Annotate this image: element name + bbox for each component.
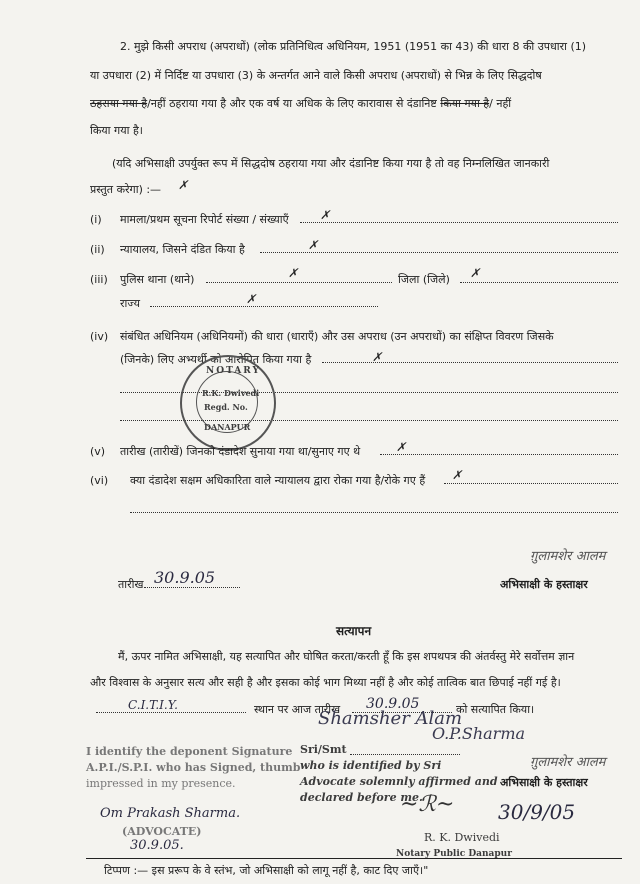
footer-rule — [86, 858, 622, 859]
item-iv-label2: (जिनके) लिए अभ्यर्थी को आरोपित किया गया है — [120, 353, 312, 366]
verify-date-handwritten: 30.9.05 — [366, 696, 420, 712]
item-iv-label: संबंधित अधिनियम (अधिनियमों) की धारा (धाराएँ) और उस अपराध (उन अपराधों) का संक्षिप्त विवरण जिसके — [120, 330, 554, 343]
item-iv-num: (iv) — [90, 330, 109, 343]
item-ii-field — [260, 252, 618, 253]
advocate-stamp: (ADVOCATE) — [122, 825, 202, 838]
verification-heading: सत्यापन — [336, 624, 372, 638]
cross-mark: ✗ — [452, 468, 463, 482]
item-iii-district-label: जिला (जिले) — [398, 273, 450, 286]
verification-line2: और विश्वास के अनुसार सत्य और सही है और इसका कोई भाग मिथ्या नहीं है और कोई तात्विक बात छिपाई नहीं गई है। — [90, 676, 561, 689]
cross-mark: ✗ — [320, 208, 331, 222]
verification-line1: मैं, ऊपर नामित अभिसाक्षी, यह सत्यापित और घोषित करता/करती हूँ कि इस शपथपत्र की अंतर्वस्तु मेरे सर्वोत्तम ज्ञान — [118, 650, 575, 663]
item-v-num: (v) — [90, 445, 106, 458]
item-iv-field — [322, 362, 618, 363]
cross-mark: ✗ — [288, 266, 299, 280]
item-iii-state-field — [150, 306, 378, 307]
item-vi-field-2 — [130, 512, 618, 513]
identify-line-3: impressed in my presence. — [86, 777, 236, 790]
notary-signature: ~ℛ~ — [400, 792, 455, 817]
item-iii-state-label: राज्य — [120, 297, 141, 310]
item-ii-num: (ii) — [90, 243, 105, 256]
verified-label: को सत्यापित किया। — [456, 703, 535, 716]
stamp-srismt: Sri/Smt — [300, 743, 347, 756]
srismt-field — [350, 754, 460, 755]
identify-line-2: A.P.I./S.P.I. who has Signed, thumb — [86, 761, 301, 774]
date-label: तारीख — [118, 578, 144, 591]
cross-mark: ✗ — [246, 292, 257, 306]
seal-top-text: NOTARY — [206, 366, 261, 376]
item-v-field — [380, 454, 618, 455]
verification-sign-label: अभिसाक्षी के हस्ताक्षर — [500, 776, 588, 789]
item-ii-label: न्यायालय, जिसने दंडित किया है — [120, 243, 245, 256]
item-vi-field — [444, 483, 618, 484]
intro-line2: प्रस्तुत करेगा) :— — [90, 183, 162, 196]
notary-place: Notary Public Danapur — [396, 849, 512, 859]
stamp-advocate-line: Advocate solemnly affirmed and — [300, 775, 498, 788]
not-convicted: /नहीं ठहराया गया है और एक वर्ष या अधिक के लिए कारावास से दंडानिष्ट — [147, 97, 437, 110]
deponent-signature: ग़ुलामशेर आलम — [530, 549, 606, 564]
stamp-identified-by: who is identified by Sri — [300, 759, 442, 772]
identify-line-1: I identify the deponent Signature — [86, 745, 293, 758]
item-v-label: तारीख (तारीखें) जिनको दंडादेश सुनाया गया था/सुनाए गए थे — [120, 445, 361, 458]
para2-line2: या उपधारा (2) में निर्दिष्ट या उपधारा (3) के अन्तर्गत आने वाले किसी अपराध (अपराधों) से भिन्न के लिए सिद्धदोष — [90, 69, 542, 82]
item-iii-label: पुलिस थाना (थाने) — [120, 273, 195, 286]
item-i-field — [300, 222, 618, 223]
item-iii-num: (iii) — [90, 273, 108, 286]
place-label: स्थान पर आज तारीख — [254, 703, 341, 716]
item-iii-field — [206, 282, 392, 283]
item-iii-district-field — [460, 282, 618, 283]
overlay-signature-2: O.P.Sharma — [432, 724, 526, 743]
cross-mark: ✗ — [396, 440, 407, 454]
place-handwritten: C.I.T.I.Y. — [128, 698, 178, 712]
para2-line1: 2. मुझे किसी अपराध (अपराधों) (लोक प्रतिनिधित्व अधिनियम, 1951 (1951 का 43) की धारा 8 की उपधारा (1) — [120, 40, 587, 53]
para2-line3 — [90, 97, 511, 111]
intro-line1: (यदि अभिसाक्षी उपर्युक्त रूप में सिद्धदोष ठहराया गया और दंडानिष्ट किया गया है तो वह निम्नलिखित जानकारी — [112, 157, 550, 170]
overlay-signature-1: Shamsher Alam — [318, 708, 463, 729]
para2-line4: किया गया है। — [90, 124, 143, 137]
identifier-handwritten: Om Prakash Sharma. — [100, 806, 241, 821]
date-handwritten: 30.9.05 — [154, 568, 216, 587]
place-field — [96, 712, 246, 713]
cross-mark: ✗ — [470, 266, 481, 280]
struck-sentenced: किया गया है — [440, 97, 490, 110]
item-vi-num: (vi) — [90, 474, 109, 487]
item-i-label: मामला/प्रथम सूचना रिपोर्ट संख्या / संख्याएँ — [120, 213, 289, 226]
seal-place: DANAPUR — [204, 422, 251, 432]
deponent-sign-label: अभिसाक्षी के हस्ताक्षर — [500, 578, 588, 591]
cross-mark: ✗ — [308, 238, 319, 252]
verification-signature: ग़ुलामशेर आलम — [530, 755, 606, 770]
date-field — [144, 587, 240, 588]
notary-handwritten-date: 30/9/05 — [498, 800, 576, 824]
seal-reg: Regd. No. — [204, 402, 248, 412]
notary-seal — [180, 355, 276, 451]
cross-mark: ✗ — [372, 350, 383, 364]
cross-mark: ✗ — [178, 178, 189, 192]
footer-note: टिप्पण :— इस प्ररूप के वे स्तंभ, जो अभिसाक्षी को लागू नहीं है, काट दिए जाएँ।" — [104, 864, 429, 877]
identifier-date: 30.9.05. — [130, 838, 184, 853]
struck-convicted: ठहराया गया है — [90, 97, 148, 110]
not-sentenced: / नहीं — [489, 97, 512, 110]
notary-name: R. K. Dwivedi — [424, 831, 500, 844]
item-vi-label: क्या दंडादेश सक्षम अधिकारिता वाले न्यायालय द्वारा रोका गया है/रोके गए हैं — [130, 474, 426, 487]
seal-name: R.K. Dwivedi — [202, 388, 260, 398]
item-i-num: (i) — [90, 213, 102, 226]
stamp-declared: declared before me. — [300, 791, 423, 804]
